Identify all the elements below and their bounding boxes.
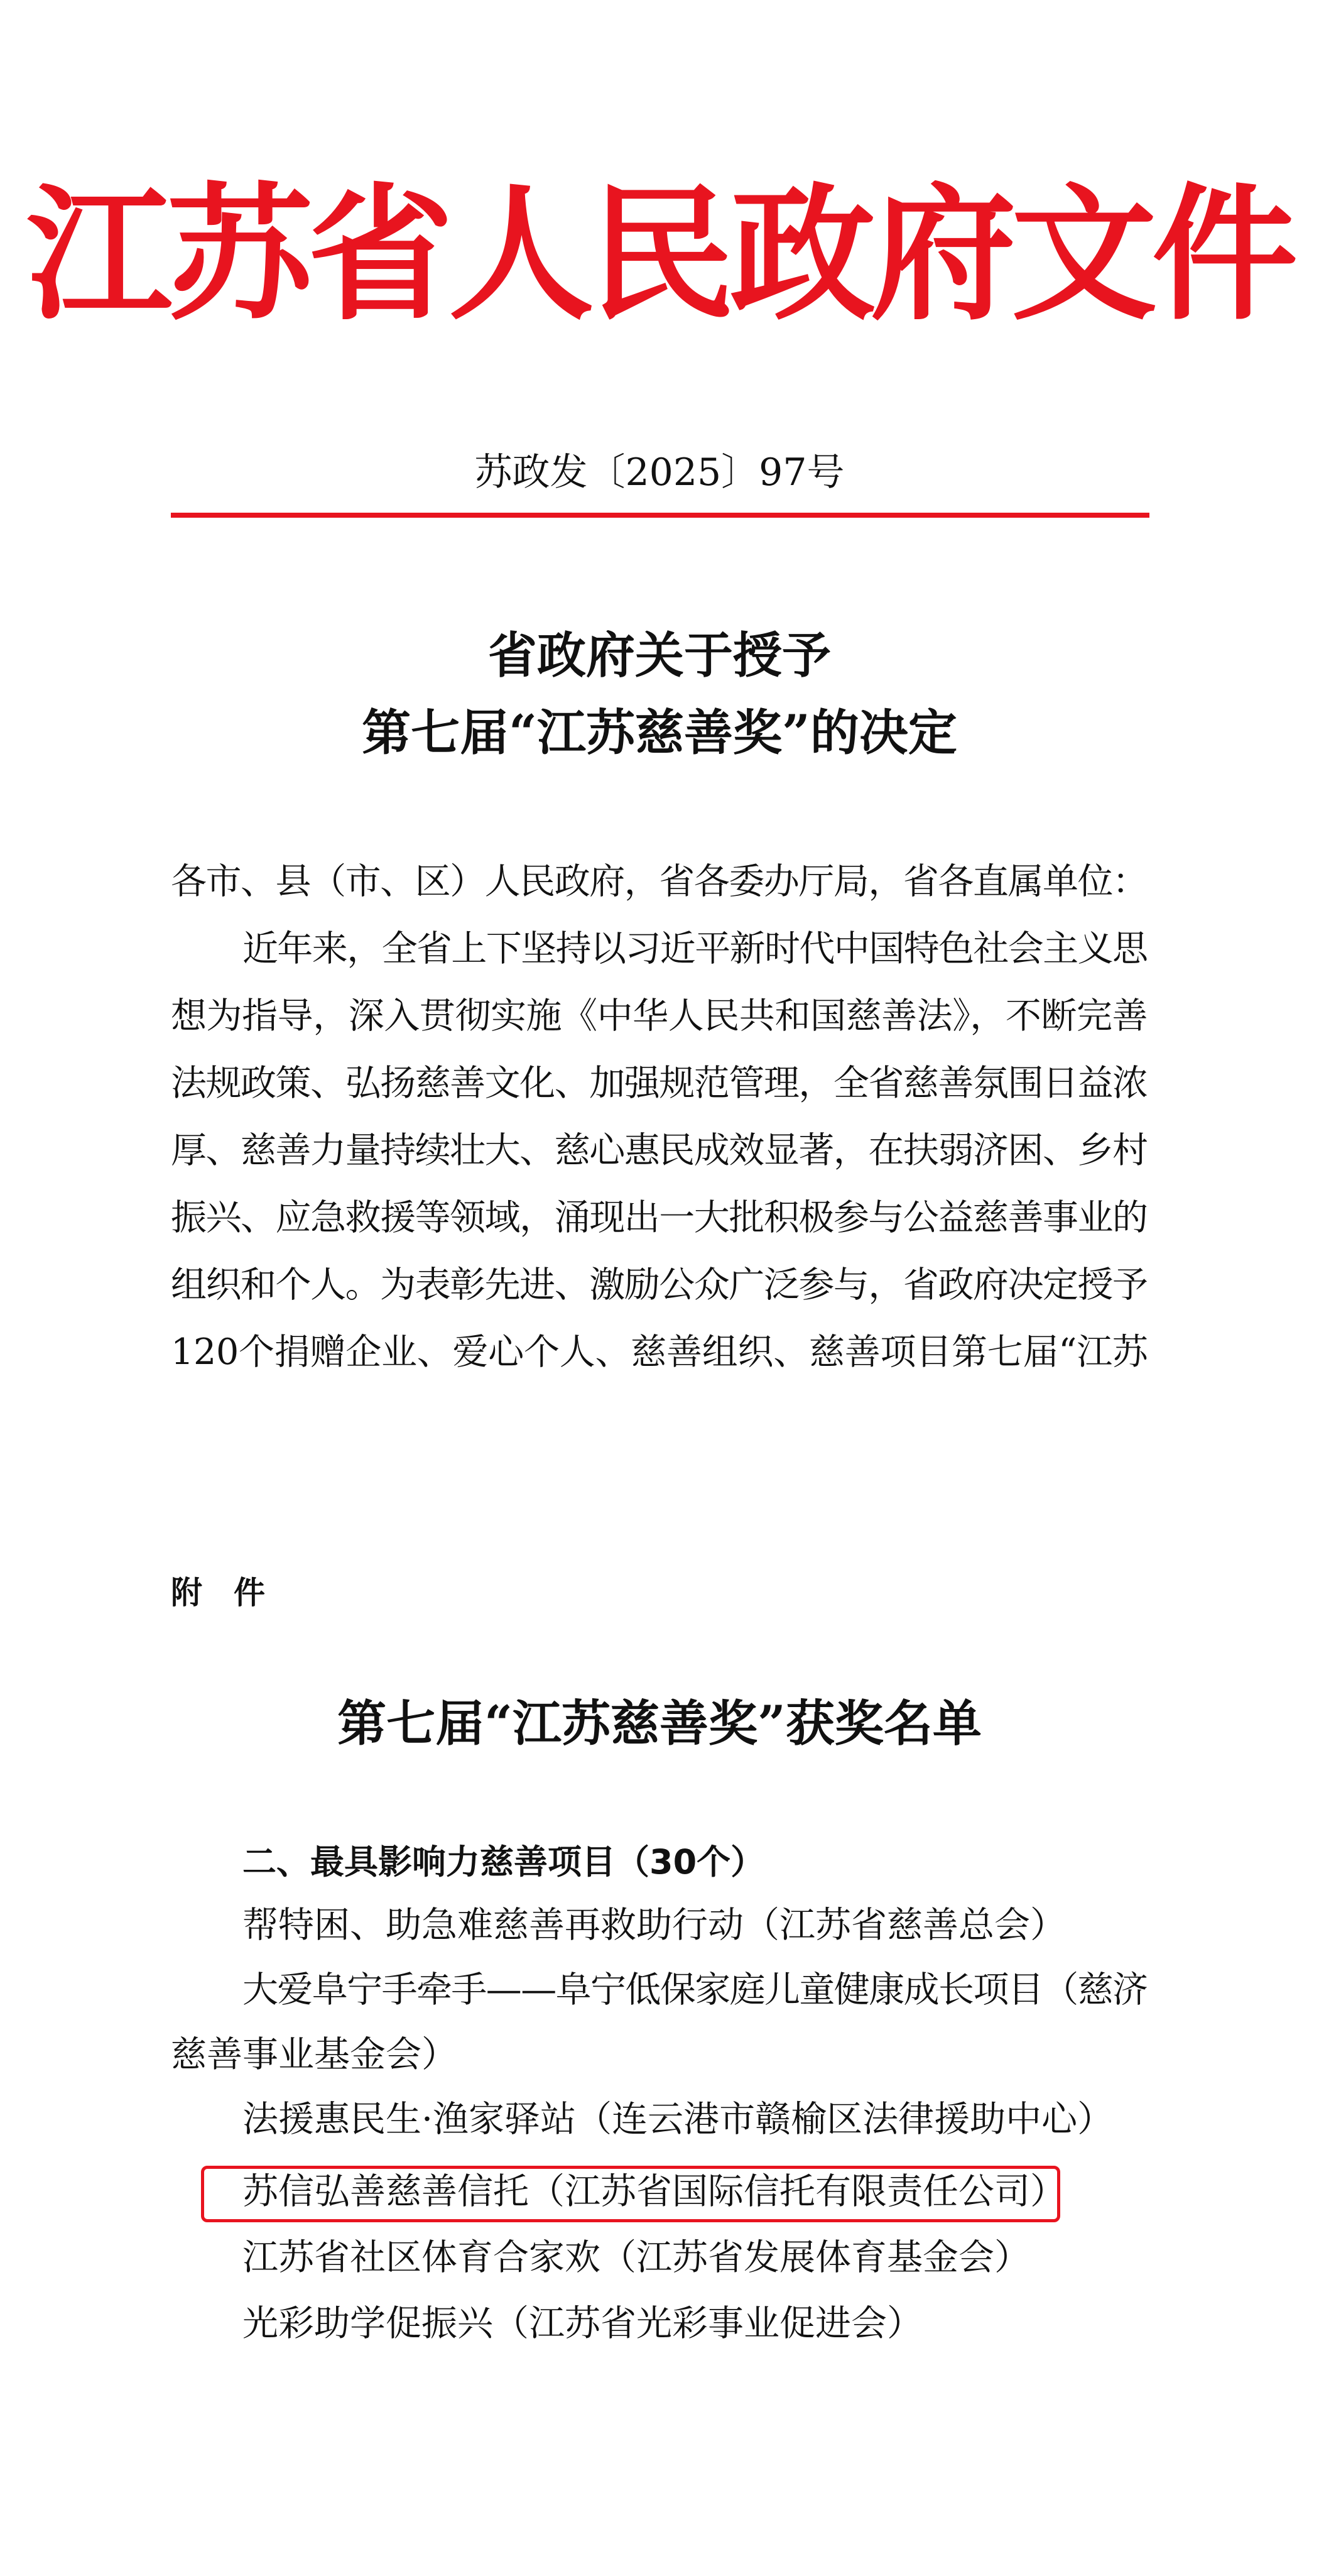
addressee-line: 各市、县（市、区）人民政府，省各委办厅局，省各直属单位：	[171, 861, 1148, 902]
paragraph-line: 想为指导，深入贯彻实施《中华人民共和国慈善法》，不断完善	[171, 995, 1148, 1037]
paragraph-line: 法规政策、弘扬慈善文化、加强规范管理，全省慈善氛围日益浓	[171, 1062, 1148, 1104]
highlight-box	[201, 2166, 1060, 2222]
list-item-highlighted: 苏信弘善慈善信托（江苏省国际信托有限责任公司）	[242, 2171, 1066, 2212]
attachment-label: 附 件	[171, 1575, 265, 1611]
list-item-continuation: 慈善事业基金会）	[171, 2034, 457, 2075]
list-item: 大爱阜宁手牵手——阜宁低保家庭儿童健康成长项目（慈济	[242, 1969, 1148, 2011]
paragraph-line: 组织和个人。为表彰先进、激励公众广泛参与，省政府决定授予	[171, 1264, 1148, 1306]
decision-title-line-2: 第七届“江苏慈善奖”的决定	[362, 704, 957, 761]
document-number: 苏政发〔2025〕97号	[474, 450, 845, 494]
paragraph-line: 120个捐赠企业、爱心个人、慈善组织、慈善项目第七届“江苏	[171, 1331, 1148, 1373]
document-banner: 江苏省人民政府文件	[26, 170, 1293, 340]
paragraph-line: 近年来，全省上下坚持以习近平新时代中国特色社会主义思	[242, 928, 1148, 969]
list-item: 法援惠民生·渔家驿站（连云港市赣榆区法律援助中心）	[242, 2098, 1114, 2140]
decision-title-line-1: 省政府关于授予	[487, 627, 831, 684]
paragraph-line: 厚、慈善力量持续壮大、慈心惠民成效显著，在扶弱济困、乡村	[171, 1130, 1148, 1171]
list-item: 光彩助学促振兴（江苏省光彩事业促进会）	[242, 2303, 923, 2344]
attachment-title: 第七届“江苏慈善奖”获奖名单	[337, 1695, 982, 1752]
paragraph-line: 振兴、应急救援等领域，涌现出一大批积极参与公益慈善事业的	[171, 1197, 1148, 1238]
section-heading: 二、最具影响力慈善项目（30个）	[242, 1842, 765, 1882]
list-item: 江苏省社区体育合家欢（江苏省发展体育基金会）	[242, 2237, 1030, 2278]
list-item: 帮特困、助急难慈善再救助行动（江苏省慈善总会）	[242, 1904, 1066, 1946]
red-divider	[171, 513, 1149, 518]
